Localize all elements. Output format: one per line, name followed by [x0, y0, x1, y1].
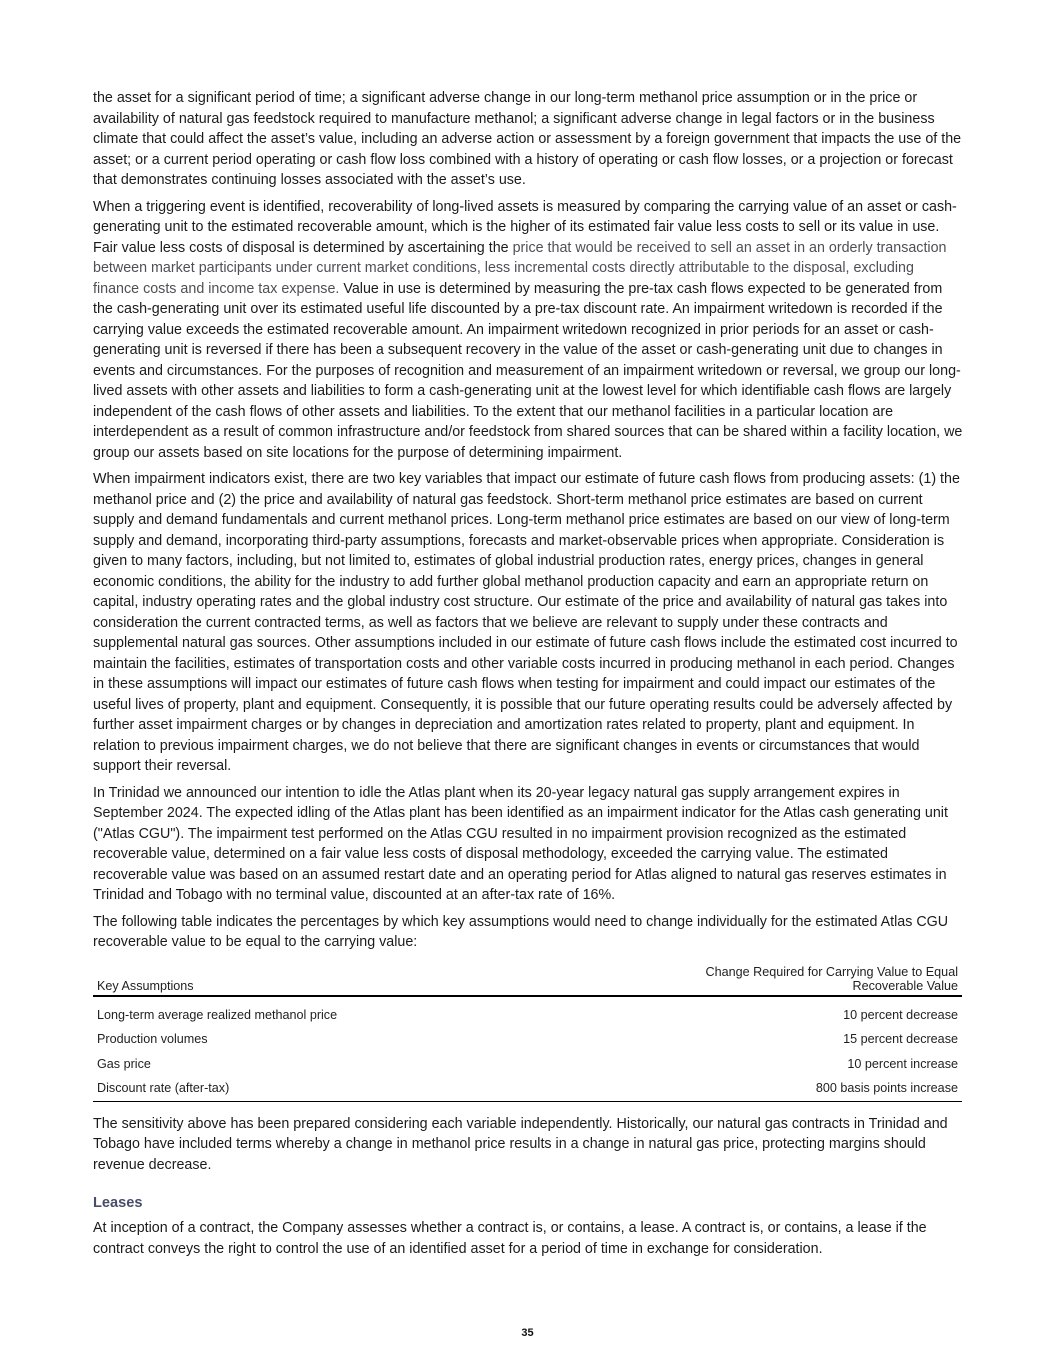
row-value: 800 basis points increase [517, 1076, 962, 1101]
recoverability-text-part2: Value in use is determined by measuring the pre-tax cash flows expected to be generated from the cash-generating unit over its estimated useful life discounted by a pre-tax discount rate. An impairment writedown is recorded if the carrying value exceeds the estimated recoverable amount. An impairment writedown recognized in prior periods for an asset or cash-generating unit is reversed if there has been a subsequent recovery in the value of the asset or cash-generating unit due to changes in events and circumstances. For the purposes of recognition and measurement of an impairment writedown or reversal, we group our long-lived assets with other assets and liabilities to form a cash-generating unit at the lowest level for which identifiable cash flows are largely independent of the cash flows of other assets and liabilities. To the extent that our methanol facilities in a particular location are interdependent as a result of common infrastructure and/or feedstock from shared sources that can be shared within a facility location, we group our assets based on site locations for the purpose of determining impairment. [93, 280, 963, 461]
page-number: 35 [521, 1327, 534, 1339]
paragraph-atlas-plant: In Trinidad we announced our intention to idle the Atlas plant when its 20-year legacy natural gas supply arrangement expires in September 2024. The expected idling of the Atlas plant has been identified as an impairment indicator for the Atlas cash generating unit ("Atlas CGU"). The impairment test performed on the Atlas CGU resulted in no impairment provision recognized as the estimated recoverable value, determined on a fair value less costs of disposal methodology, exceeded the carrying value. The estimated recoverable value was based on an assumed restart date and an operating period for Atlas aligned to natural gas reserves estimates in Trinidad and Tobago with no terminal value, discounted at an after-tax rate of 16%. [93, 784, 948, 903]
paragraph-impairment-triggers: the asset for a significant period of time; a significant adverse change in our long-term methanol price assumption or in the price or availability of natural gas feedstock required to manufacture methanol; a significant adverse change in legal factors or in the business climate that could affect the asset’s value, including an adverse action or assessment by a foreign government that impacts the use of the asset; or a current period operating or cash flow loss combined with a history of operating or cash flow losses, or a projection or forecast that demonstrates continuing losses associated with the asset’s use. [93, 90, 962, 188]
document-body [93, 88, 963, 1265]
section-heading-leases: Leases [93, 1195, 143, 1211]
row-value: 10 percent decrease [843, 1007, 958, 1022]
table-row [93, 1076, 962, 1101]
fair-value-definition-text: price that would be received to sell an asset in an orderly transaction between market participants under current market conditions, less incremental costs directly attributable to the disposal, excluding finance costs and income tax expense. [93, 239, 947, 297]
header-change-required-line1: Change Required for Carrying Value to Equal [705, 964, 958, 979]
paragraph-leases: At inception of a contract, the Company assesses whether a contract is, or contains, a lease. A contract is, or contains, a lease if the contract conveys the right to control the use of an identified asset for a period of time in exchange for consideration. [93, 1220, 927, 1257]
paragraph-key-variables: When impairment indicators exist, there are two key variables that impact our estimate of future cash flows from producing assets: (1) the methanol price and (2) the price and availability of natural gas feedstock. Short-term methanol price estimates are based on current supply and demand fundamentals and current methanol prices. Long-term methanol price estimates are based on our view of long-term supply and demand, incorporating third-party assumptions, forecasts and market-observable prices when appropriate. Consideration is given to many factors, including, but not limited to, estimates of global industrial production rates, energy prices, changes in general economic conditions, the ability for the industry to add further global methanol production capacity and earn an appropriate return on capital, industry operating rates and the global industry cost structure. Our estimate of the price and availability of natural gas takes into consideration the current contracted terms, as well as factors that we believe are relevant to supply under these contracts and supplemental natural gas sources. Other assumptions included in our estimate of future cash flows include the estimated cost incurred to maintain the facilities, estimates of transportation costs and other variable costs incurred in producing methanol in each period. Changes in these assumptions will impact our estimates of future cash flows when testing for impairment and could impact our estimates of the useful lives of property, plant and equipment. Consequently, it is possible that our future operating results could be adversely affected by further asset impairment charges or by changes in depreciation and amortization rates related to property, plant and equipment. In relation to previous impairment charges, we do not believe that there are significant changes in events or circumstances that would support their reversal. [93, 471, 960, 774]
recoverability-text-part1: When a triggering event is identified, recoverability of long-lived assets is measured by comparing the carrying value of an asset or cash-generating unit to the estimated recoverable amount, which is the higher of its estimated fair value less costs to sell or its value in use. Fair value less costs of disposal is determined by ascertaining the [93, 198, 957, 256]
header-change-required-line2: Recoverable Value [852, 978, 958, 993]
table-row [93, 1052, 962, 1077]
key-assumptions-table [93, 965, 962, 1102]
row-label: Discount rate (after-tax) [93, 1076, 517, 1101]
table-row [93, 996, 962, 1028]
row-label: Production volumes [97, 1032, 208, 1047]
table-header-row [93, 965, 962, 996]
paragraph-sensitivity: The sensitivity above has been prepared considering each variable independently. Historically, our natural gas contracts in Trinidad and Tobago have included terms whereby a change in methanol price results in a change in natural gas price, protecting margins should revenue decrease. [93, 1115, 948, 1173]
paragraph-table-intro: The following table indicates the percentages by which key assumptions would need to change individually for the estimated Atlas CGU recoverable value to be equal to the carrying value: [93, 913, 949, 950]
row-value: 15 percent decrease [843, 1032, 958, 1047]
row-value: 10 percent increase [847, 1056, 958, 1071]
header-change-required [517, 965, 962, 996]
row-label: Long-term average realized methanol price [97, 1007, 338, 1022]
table-row [93, 1027, 962, 1052]
paragraph-recoverability [93, 197, 963, 464]
header-key-assumptions: Key Assumptions [93, 965, 517, 996]
row-label: Gas price [97, 1056, 151, 1071]
